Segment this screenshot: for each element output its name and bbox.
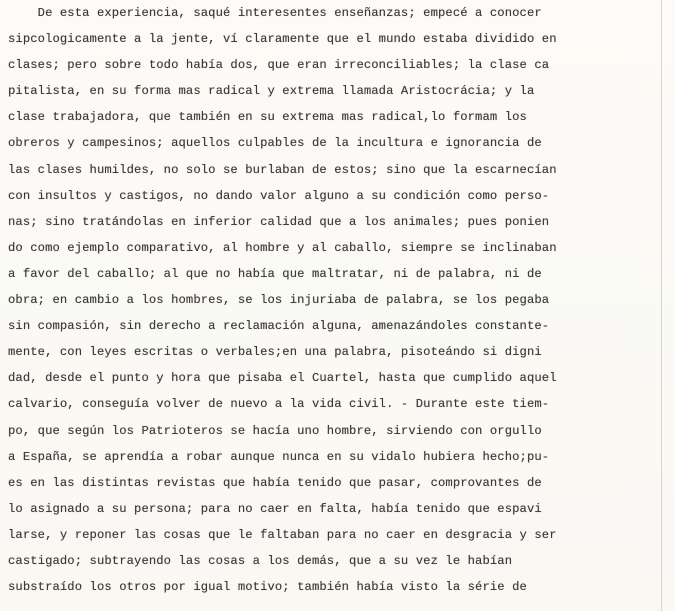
text-line: obra; en cambio a los hombres, se los injuriaba de palabra, se los pegaba xyxy=(8,293,550,308)
text-line: dad, desde el punto y hora que pisaba el Cuartel, hasta que cumplido aquel xyxy=(8,371,557,386)
text-line: a favor del caballo; al que no había que maltratar, ni de palabra, ni de xyxy=(8,266,542,281)
text-line: obreros y campesinos; aquellos culpables de la incultura e ignorancia de xyxy=(8,136,542,151)
text-line: larse, y reponer las cosas que le faltaban para no caer en desgracia y ser xyxy=(8,527,557,542)
text-line: lo asignado a su persona; para no caer en falta, había tenido que espavi xyxy=(8,501,542,516)
text-line: las clases humildes, no solo se burlaban de estos; sino que la escarnecían xyxy=(8,162,557,177)
text-line: nas; sino tratándolas en inferior calidad que a los animales; pues ponien xyxy=(8,214,550,229)
text-line: con insultos y castigos, no dando valor alguno a su condición como perso- xyxy=(8,188,550,203)
text-line: mente, con leyes escritas o verbales;en una palabra, pisoteándo si digni xyxy=(8,345,542,360)
text-line: calvario, conseguía volver de nuevo a la vida civil. - Durante este tiem- xyxy=(8,397,550,412)
text-line: clases; pero sobre todo había dos, que eran irreconciliables; la clase ca xyxy=(8,58,550,73)
text-line: sin compasión, sin derecho a reclamación alguna, amenazándoles constante- xyxy=(8,319,550,334)
text-line: po, que según los Patrioteros se hacía uno hombre, sirviendo con orgullo xyxy=(8,423,542,438)
typewritten-text-block xyxy=(8,0,668,600)
text-line: castigado; subtrayendo las cosas a los demás, que a su vez le habían xyxy=(8,553,513,568)
text-line: sipcologicamente a la jente, ví claramente que el mundo estaba dividido en xyxy=(8,32,557,47)
text-line: do como ejemplo comparativo, al hombre y al caballo, siempre se inclinaban xyxy=(8,240,557,255)
text-line: es en las distintas revistas que había tenido que pasar, comprovantes de xyxy=(8,475,542,490)
text-line: a España, se aprendía a robar aunque nunca en su vidalo hubiera hecho;pu- xyxy=(8,449,550,464)
text-line: De esta experiencia, saqué interesentes enseñanzas; empecé a conocer xyxy=(8,6,542,20)
text-line: pitalista, en su forma mas radical y extrema llamada Aristocrácia; y la xyxy=(8,84,535,99)
text-line: substraído los otros por igual motivo; también había visto la série de xyxy=(8,580,527,595)
text-line: clase trabajadora, que también en su extrema mas radical,lo formam los xyxy=(8,110,527,125)
